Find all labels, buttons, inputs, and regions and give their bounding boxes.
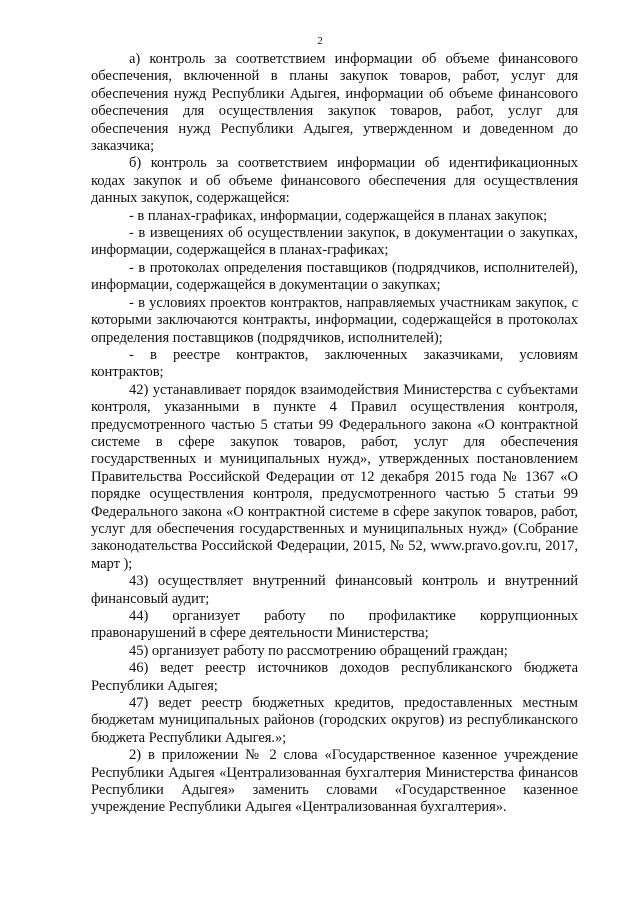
clause-45: 45) организует работу по рассмотрению обращений граждан;: [129, 642, 508, 659]
clause-44: 44) организует работу по профилактике коррупционных правонарушений в сфере деятельности Министерства;: [91, 608, 578, 642]
document-body: [91, 51, 578, 817]
list-item-notices: - в извещениях об осуществлении закупок, в документации о закупках, информации, содержащейся в планах-графиках;: [91, 225, 578, 259]
list-item-contract-registry: - в реестре контрактов, заключенных заказчиками, условиям контрактов;: [91, 346, 578, 381]
list-item-contract-drafts: - в условиях проектов контрактов, направляемых участникам закупок, с которыми заключаются контракты, информации, содержащейся в протоколах определения поставщиков (подрядчиков, исполнителей);: [91, 294, 578, 346]
amendment-2: 2) в приложении № 2 слова «Государственное казенное учреждение Республики Адыгея «Централизованная бухгалтерия Министерства финансов Республики Адыгея» заменить словами «Государственное казенное учреждение Республики Адыгея «Централизованная бухгалтерия».: [91, 747, 578, 816]
clause-47: 47) ведет реестр бюджетных кредитов, предоставленных местным бюджетам муниципальных районов (городских округов) из республиканского бюджета Республики Адыгея.»;: [91, 695, 578, 746]
list-item-protocols: - в протоколах определения поставщиков (подрядчиков, исполнителей), информации, содержащейся в документации о закупках;: [91, 259, 578, 294]
list-item-schedules: - в планах-графиках, информации, содержащейся в планах закупок;: [129, 207, 548, 224]
paragraph-b-code-control: б) контроль за соответствием информации об идентификационных кодах закупок и об объеме финансового обеспечения для осуществления данных закупок, содержащейся:: [91, 155, 578, 207]
paragraph-a-volume-control: а) контроль за соответствием информации об объеме финансового обеспечения, включенной в планы закупок товаров, работ, услуг для обеспечения нужд Республики Адыгея, информации об объеме финансового обеспечения для осуществления закупок товаров, работ, услуг для обеспечения нужд Республики Адыгея, утвержденном и доведенном до заказчика;: [91, 51, 578, 155]
clause-42: 42) устанавливает порядок взаимодействия Министерства с субъектами контроля, указанными в пункте 4 Правил осуществления контроля, предусмотренного частью 5 статьи 99 Федерального закона «О контрактной системе в сфере закупок товаров, работ, услуг для обеспечения государственных и муниципальных нужд», утвержденных постановлением Правительства Российской Федерации от 12 декабря 2015 года № 1367 «О порядке осуществления контроля, предусмотренного частью 5 статьи 99 Федерального закона «О контрактной системе в сфере закупок товаров, работ, услуг для обеспечения государственных и муниципальных нужд» (Собрание законодательства Российской Федерации, 2015, № 52, www.pravo.gov.ru, 2017, март );: [91, 381, 578, 572]
clause-46: 46) ведет реестр источников доходов республиканского бюджета Республики Адыгея;: [91, 660, 578, 694]
page-number: 2: [317, 35, 323, 47]
clause-43: 43) осуществляет внутренний финансовый контроль и внутренний финансовый аудит;: [91, 573, 578, 607]
